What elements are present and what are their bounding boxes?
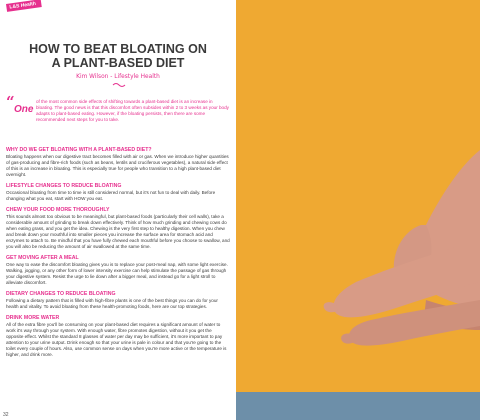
intro-text: of the most common side effects of shifting towards a plant-based diet is an increase in bloating. The good news is that this discomfort often subsides within 2 to 3 weeks as your body adapts to plant-based eating. However, if the bloating persists, then there are some recommended next steps for you to take. <box>36 99 229 122</box>
article-body <box>6 147 230 363</box>
section-text: All of the extra fibre you'll be consuming on your plant-based diet requires a significant amount of water to work it's way through your system. With enough water, fibre promotes digestion, without it you get the opposite effect. Whilst the standard 8 glasses of water per day may be sufficient, it's more important to pay attention to your urine output. Drink enough so that your urine is pale in colour and that you're going to the toilet every couple of hours. Also, use common sense on days when you're more active or the temperature is higher, and drink more. <box>6 322 227 357</box>
section-text: This sounds almost too obvious to be meaningful, but plant-based foods (particularly their cell walls), take a considerable amount of grinding to break down effectively. Think of how much grinding and chewing cows do when eating grass, and you get the idea. Chewing is the very first step to healthy digestion. When you chew and break down your mouthful into smaller pieces you increase the surface area for stomach acid and enzymes to attach to. Be mindful that you have fully chewed each mouthful before you choose to swallow, and you will also be reducing the amount of air swallowed at the same time. <box>6 214 230 249</box>
yoga-photo <box>236 0 480 420</box>
intro-paragraph <box>6 93 230 133</box>
section-text: Bloating happens when our digestive tract becomes filled with air or gas. When we introduce higher quantities of gas-producing and fibre-rich foods (such as beans, lentils and cruciferous vegetables), a natural side effect of this is an increase in bloating. This is especially true for people who transition to a high plant-based diet overnight. <box>6 154 229 177</box>
quote-mark-icon: “ <box>6 93 15 111</box>
section-text: Occasional bloating from time to time is still considered normal, but it's not fun to deal with daily. Before changing what you eat, start with HOW you eat. <box>6 190 216 201</box>
article-page <box>0 0 236 420</box>
article-section <box>6 291 230 310</box>
section-heading: CHEW YOUR FOOD MORE THOROUGHLY <box>6 207 110 213</box>
article-section <box>6 183 230 202</box>
section-tag: L&S Health <box>6 0 41 12</box>
section-text: One way to ease the discomfort bloating gives you is to replace your post-meal nap, with some light exercise. Walking, jogging, or any other form of lower intensity exercise can help stimulate the passage of gas through your digestive system. Resist the urge to lie down after a bigger meal, and instead go for a light stroll to alleviate discomfort. <box>6 262 228 285</box>
section-heading: LIFESTYLE CHANGES TO REDUCE BLOATING <box>6 183 122 189</box>
article-section <box>6 315 230 358</box>
section-heading: WHY DO WE GET BLOATING WITH A PLANT-BASED DIET? <box>6 147 152 153</box>
yoga-mat <box>236 392 480 420</box>
article-section <box>6 147 230 178</box>
article-title <box>0 42 236 70</box>
section-heading: DRINK MORE WATER <box>6 315 60 321</box>
flourish-icon <box>112 82 126 88</box>
article-section <box>6 255 230 286</box>
section-text: Following a dietary pattern that is filled with high-fibre plants is one of the best things you can do for your health and vitality. To avoid bloating from these health-promoting foods, here are our top strategies. <box>6 298 218 309</box>
page-number: 32 <box>3 412 9 418</box>
title-line-1: HOW TO BEAT BLOATING ON <box>29 42 207 56</box>
section-heading: DIETARY CHANGES TO REDUCE BLOATING <box>6 291 116 297</box>
byline: Kim Wilson - Lifestyle Health <box>76 72 160 80</box>
section-heading: GET MOVING AFTER A MEAL <box>6 255 79 261</box>
stretching-illustration <box>236 0 480 420</box>
intro-drop-word: One <box>14 104 34 115</box>
title-line-2: A PLANT-BASED DIET <box>51 56 185 70</box>
article-section <box>6 207 230 250</box>
